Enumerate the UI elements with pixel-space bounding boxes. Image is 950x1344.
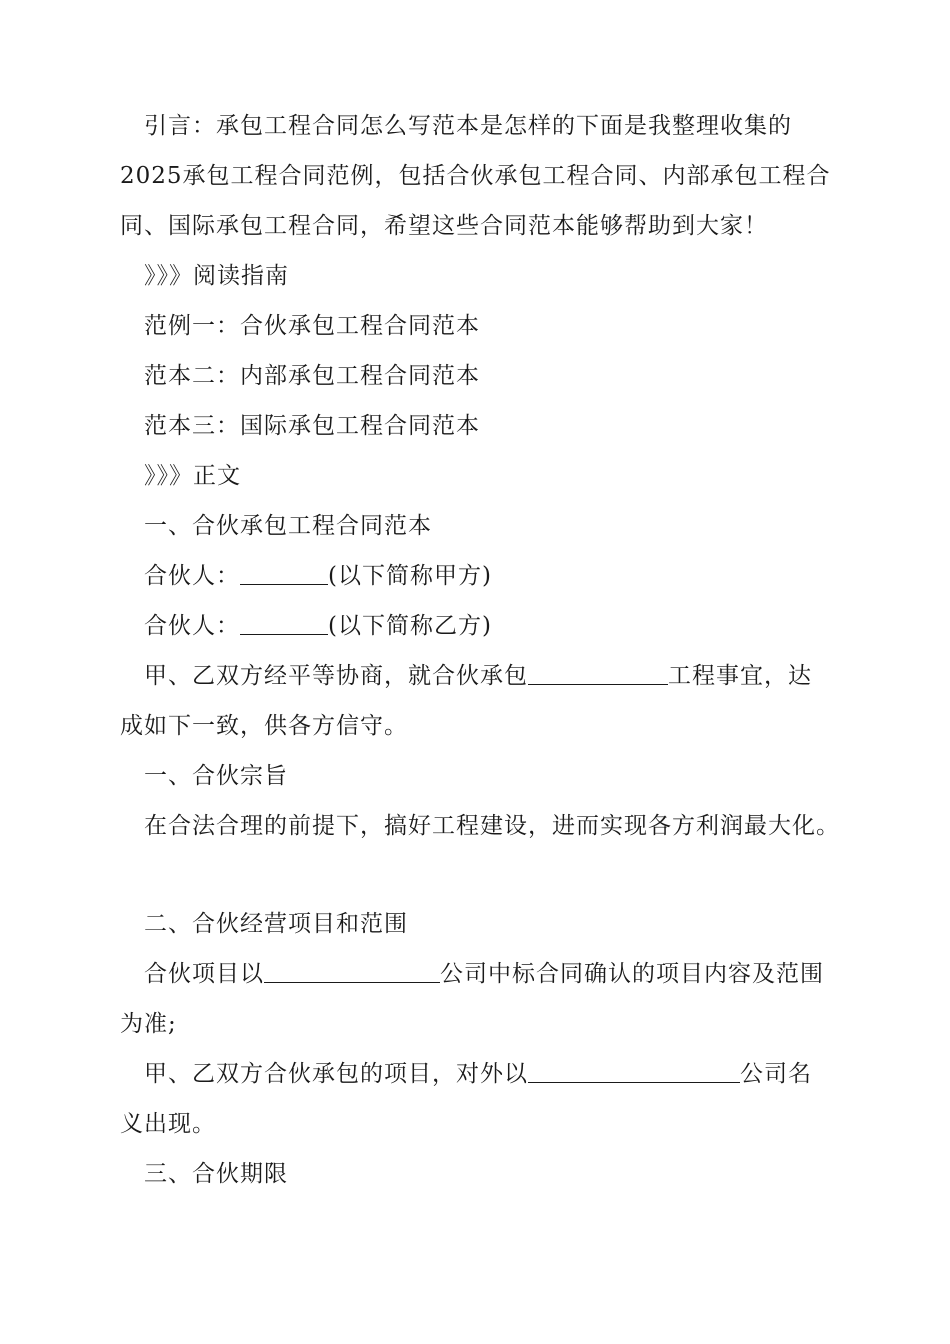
company-blank-1 — [264, 960, 440, 983]
guide-item-3: 范本三：国际承包工程合同范本 — [144, 413, 480, 439]
party-a-label: 合伙人： — [144, 563, 240, 589]
party-a-blank — [240, 562, 328, 585]
company-blank-2 — [528, 1060, 740, 1083]
section-2-para-2-line-2: 义出现。 — [120, 1111, 216, 1137]
contract-title: 一、合伙承包工程合同范本 — [144, 513, 432, 539]
section-2-p2-post: 公司名 — [740, 1061, 812, 1087]
section-1-text: 在合法合理的前提下，搞好工程建设，进而实现各方利润最大化。 — [144, 813, 840, 839]
section-3-title: 三、合伙期限 — [144, 1161, 288, 1187]
section-2-title: 二、合伙经营项目和范围 — [144, 911, 408, 937]
section-2-p1-post: 公司中标合同确认的项目内容及范围 — [440, 961, 824, 987]
party-b-line — [144, 610, 874, 642]
section-2-p1-pre: 合伙项目以 — [144, 961, 264, 987]
party-a-note: (以下简称甲方) — [328, 563, 492, 589]
intro-line-3: 同、国际承包工程合同，希望这些合同范本能够帮助到大家！ — [120, 213, 768, 239]
guide-item-1: 范例一：合伙承包工程合同范本 — [144, 313, 480, 339]
section-1-title: 一、合伙宗旨 — [144, 763, 288, 789]
agreement-post: 工程事宜，达 — [668, 663, 812, 689]
party-a-line — [144, 560, 874, 592]
party-b-blank — [240, 612, 328, 635]
party-b-note: (以下简称乙方) — [328, 613, 492, 639]
intro-line-1: 引言：承包工程合同怎么写范本是怎样的下面是我整理收集的 — [144, 113, 792, 139]
body-heading: 》》》正文 — [144, 463, 241, 489]
agreement-pre: 甲、乙双方经平等协商，就合伙承包 — [144, 663, 528, 689]
section-2-p2-pre: 甲、乙双方合伙承包的项目，对外以 — [144, 1061, 528, 1087]
guide-item-2: 范本二：内部承包工程合同范本 — [144, 363, 480, 389]
reading-guide-heading: 》》》阅读指南 — [144, 263, 289, 289]
section-2-para-2 — [144, 1058, 874, 1090]
project-name-blank — [528, 662, 668, 685]
section-2-para-1 — [144, 958, 874, 990]
agreement-line-2: 成如下一致，供各方信守。 — [120, 713, 408, 739]
intro-line-2: 2025承包工程合同范例，包括合伙承包工程合同、内部承包工程合 — [120, 163, 831, 189]
agreement-line-1 — [144, 660, 874, 692]
party-b-label: 合伙人： — [144, 613, 240, 639]
section-2-para-1-line-2: 为准; — [120, 1011, 177, 1037]
